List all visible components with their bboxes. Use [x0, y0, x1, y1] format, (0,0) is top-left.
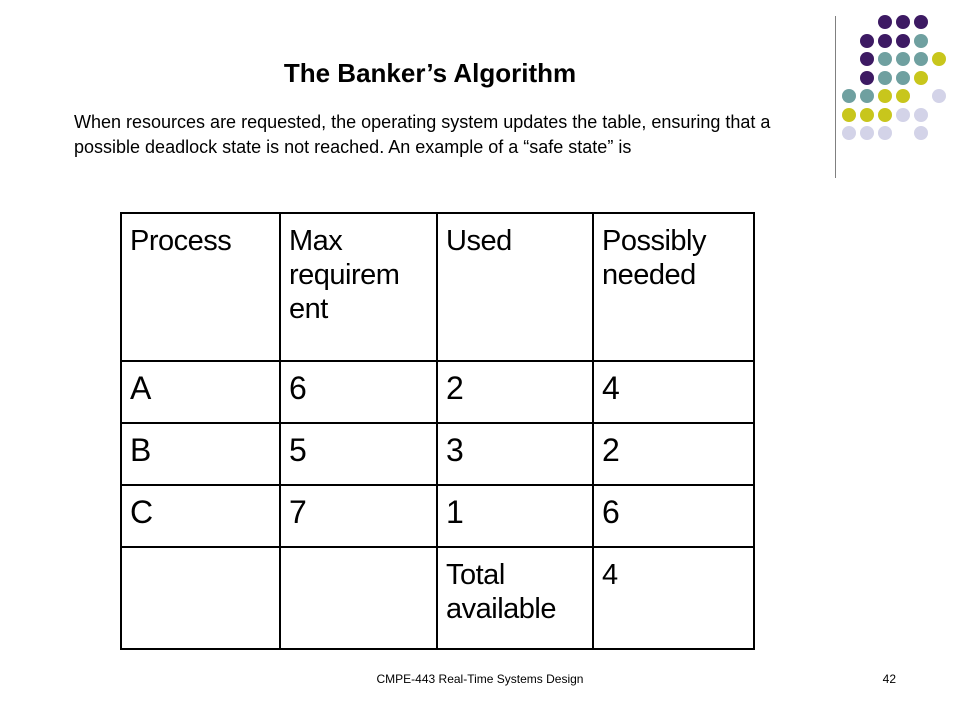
decorative-dot — [878, 108, 892, 122]
decorative-dot — [878, 126, 892, 140]
cell-used: 1 — [437, 485, 593, 547]
decorative-dot — [842, 108, 856, 122]
cell-used: 3 — [437, 423, 593, 485]
cell-total-available-value: 4 — [593, 547, 754, 649]
decorative-dot — [896, 89, 910, 103]
decorative-divider — [835, 16, 836, 178]
cell-total-available-label: Total available — [437, 547, 593, 649]
page-number: 42 — [882, 672, 896, 686]
table-summary-row — [121, 547, 754, 649]
decorative-dot — [914, 52, 928, 66]
cell-needed: 4 — [593, 361, 754, 423]
decorative-dot — [860, 89, 874, 103]
cell-needed: 6 — [593, 485, 754, 547]
cell-max: 5 — [280, 423, 437, 485]
decorative-dot — [932, 89, 946, 103]
decorative-dot — [932, 52, 946, 66]
cell-max: 6 — [280, 361, 437, 423]
cell-process: A — [121, 361, 280, 423]
header-max-requirement: Max requirem ent — [280, 213, 437, 361]
decorative-dot — [860, 108, 874, 122]
cell-process: C — [121, 485, 280, 547]
decorative-dot — [878, 89, 892, 103]
slide-footer: CMPE-443 Real-Time Systems Design — [376, 672, 584, 686]
cell-max: 7 — [280, 485, 437, 547]
decorative-dot — [860, 126, 874, 140]
decorative-dot — [878, 15, 892, 29]
decorative-dot — [914, 71, 928, 85]
decorative-dot — [878, 52, 892, 66]
decorative-dot — [860, 52, 874, 66]
table-row — [121, 423, 754, 485]
decorative-dot — [914, 15, 928, 29]
decorative-dot — [896, 52, 910, 66]
decorative-dot — [914, 34, 928, 48]
header-process: Process — [121, 213, 280, 361]
cell-used: 2 — [437, 361, 593, 423]
decorative-dot — [896, 15, 910, 29]
cell-empty — [121, 547, 280, 649]
bankers-table — [120, 212, 755, 650]
table-row — [121, 485, 754, 547]
table-header-row — [121, 213, 754, 361]
cell-process: B — [121, 423, 280, 485]
header-possibly-needed: Possibly needed — [593, 213, 754, 361]
decorative-dot — [860, 34, 874, 48]
decorative-dot — [842, 126, 856, 140]
decorative-dot — [896, 34, 910, 48]
decorative-dot — [878, 71, 892, 85]
slide-intro-text: When resources are requested, the operating system updates the table, ensuring that a possible deadlock state is not reached. An example of a “safe state” is — [74, 112, 771, 157]
decorative-dot — [878, 34, 892, 48]
decorative-dot — [914, 126, 928, 140]
cell-empty — [280, 547, 437, 649]
decorative-dot — [842, 89, 856, 103]
decorative-dot — [896, 108, 910, 122]
cell-needed: 2 — [593, 423, 754, 485]
decorative-dot — [914, 108, 928, 122]
slide-title: The Banker’s Algorithm — [283, 58, 577, 88]
decorative-dot — [860, 71, 874, 85]
table-row — [121, 361, 754, 423]
decorative-dot — [896, 71, 910, 85]
header-used: Used — [437, 213, 593, 361]
